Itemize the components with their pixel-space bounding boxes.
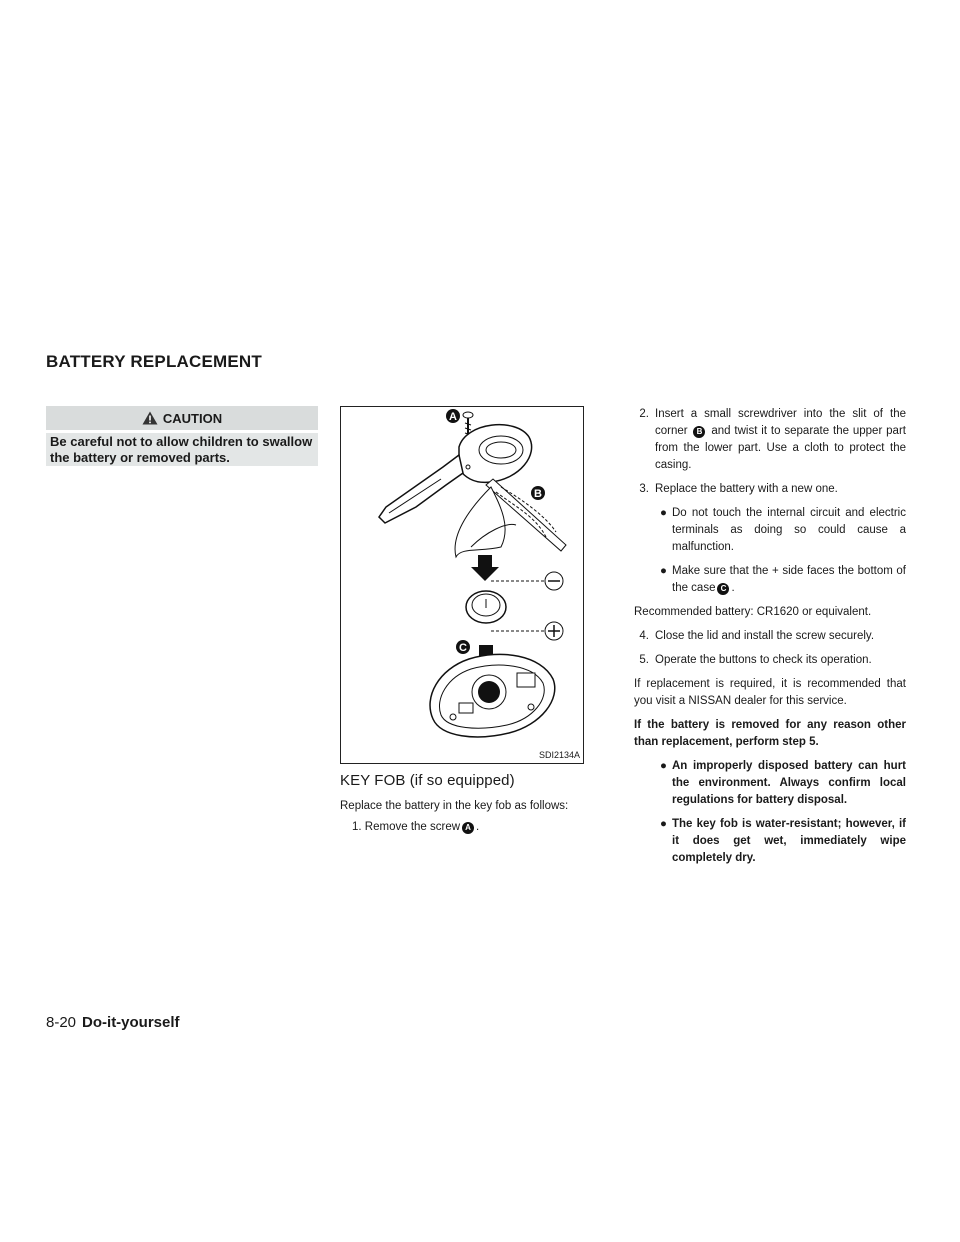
figure-code: SDI2134A — [538, 750, 580, 760]
step-1-end: . — [476, 821, 480, 833]
bullet-icon: ● — [660, 507, 667, 519]
warning-bullet-2: The key fob is water-resistant; however, if it does get wet, immediately wipe completely dry. — [672, 818, 906, 864]
warning-text: If the battery is removed for any reason other than replacement, perform step 5. — [634, 719, 906, 748]
steps-column — [634, 406, 906, 867]
step-3 — [634, 481, 906, 498]
list-item — [634, 816, 906, 867]
key-fob-icon — [379, 425, 532, 523]
bullet-icon: ● — [660, 760, 667, 772]
list-item — [634, 563, 906, 597]
callout-b-ref: B — [693, 426, 705, 438]
step-1-number: 1. — [352, 821, 362, 833]
callout-c-ref: C — [717, 583, 729, 595]
plus-sign-icon — [545, 622, 563, 640]
step-5-text: Operate the buttons to check its operation. — [655, 654, 872, 666]
section-title: BATTERY REPLACEMENT — [46, 352, 262, 371]
step-1-text: Remove the screw — [364, 821, 461, 833]
step-2-text: Insert a small screwdriver into the slit of the corner — [655, 408, 906, 437]
callout-a-label: A — [449, 411, 457, 423]
cloth-icon — [455, 479, 566, 557]
down-arrow-icon — [471, 555, 499, 581]
warning-bullet-1: An improperly disposed battery can hurt the environment. Always confirm local regulations for battery disposal. — [672, 760, 906, 806]
step-4-number: 4. — [639, 630, 649, 642]
caution-text: Be careful not to allow children to swallow the battery or removed parts. — [46, 433, 318, 466]
page-footer — [46, 1014, 180, 1031]
list-item — [634, 505, 906, 556]
recommended-battery: Recommended battery: CR1620 or equivalent. — [634, 606, 872, 618]
bullet-text: Do not touch the internal circuit and electric terminals as doing so could cause a malfunction. — [672, 507, 906, 553]
key-fob-diagram — [341, 407, 583, 763]
key-fob-illustration — [340, 406, 584, 764]
battery-icon — [466, 581, 545, 631]
step-4-text: Close the lid and install the screw securely. — [655, 630, 875, 642]
step-4 — [634, 628, 906, 645]
warning-icon — [142, 411, 158, 425]
bullet-text-end: . — [731, 582, 735, 594]
bullet-icon: ● — [660, 818, 667, 830]
caution-box — [46, 406, 318, 466]
step-2 — [634, 406, 906, 474]
caution-label: CAUTION — [162, 410, 223, 426]
dealer-note: If replacement is required, it is recommended that you visit a NISSAN dealer for this service. — [634, 678, 906, 707]
page-number: 8-20 — [46, 1014, 77, 1031]
step-1 — [340, 819, 588, 836]
caution-header — [46, 406, 318, 430]
key-fob-intro: Replace the battery in the key fob as follows: — [340, 800, 569, 812]
minus-sign-icon — [545, 572, 563, 590]
callout-a-ref: A — [462, 822, 474, 834]
step-3-number: 3. — [639, 483, 649, 495]
lower-case-icon — [430, 654, 555, 737]
step-2-text-end: and twist it to separate the upper part from the lower part. Use a cloth to protect the casing. — [655, 425, 906, 471]
step-3-text: Replace the battery with a new one. — [655, 483, 838, 495]
footer-section: Do-it-yourself — [82, 1014, 180, 1031]
key-fob-section — [340, 772, 588, 836]
bullet-icon: ● — [660, 565, 667, 577]
step-5-number: 5. — [639, 654, 649, 666]
key-fob-title: KEY FOB (if so equipped) — [340, 772, 515, 789]
callout-c-label: C — [459, 642, 467, 654]
step-5 — [634, 652, 906, 669]
list-item — [634, 758, 906, 809]
callout-b-label: B — [534, 488, 542, 500]
step-2-number: 2. — [639, 408, 649, 420]
bullet-text: Make sure that the + side faces the bottom of the case — [672, 565, 906, 594]
